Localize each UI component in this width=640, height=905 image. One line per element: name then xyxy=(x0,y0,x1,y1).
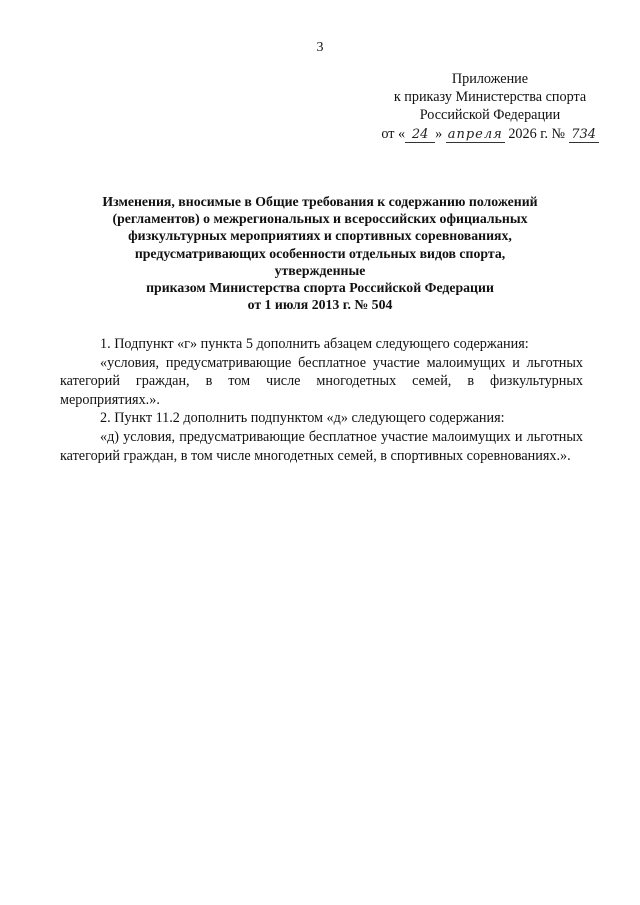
item-2-heading: 2. Пункт 11.2 дополнить подпунктом «д» следующего содержания: xyxy=(100,410,505,427)
title-line: приказом Министерства спорта Российской Федерации xyxy=(146,280,494,296)
date-prefix: от « xyxy=(381,125,406,142)
handwritten-number: 734 xyxy=(569,128,599,143)
title-line: предусматривающих особенности отдельных видов спорта, утвержденные xyxy=(134,245,506,278)
document-title xyxy=(95,193,545,313)
appendix-order-ref: к приказу Министерства спорта xyxy=(393,89,587,106)
item-2-text: «д) условия, предусматривающие бесплатное участие малоимущих и льготных категорий граждан, в том числе многодетных семей, в спортивных соревнованиях.». xyxy=(60,428,583,464)
title-line: Изменения, вносимые в Общие требования к содержанию положений xyxy=(102,194,538,209)
appendix-title: Приложение xyxy=(451,71,529,87)
item-1-text: «условия, предусматривающие бесплатное участие малоимущих и льготных категорий граждан, в том числе многодетных семей, в физкультурных мероприятиях.». xyxy=(60,354,583,408)
document-body xyxy=(60,335,583,465)
appendix-ministry: Российской Федерации xyxy=(419,107,561,124)
title-line: физкультурных мероприятиях и спортивных соревнованиях, xyxy=(128,228,512,244)
appendix-block xyxy=(360,70,620,143)
year-part: 2026 г. № xyxy=(508,125,566,142)
page-number: 3 xyxy=(316,40,324,55)
date-mid: » xyxy=(435,125,443,142)
title-line: (регламентов) о межрегиональных и всероссийских официальных xyxy=(112,211,528,227)
appendix-date-line xyxy=(360,125,620,143)
handwritten-day: 24 xyxy=(405,128,435,143)
title-line: от 1 июля 2013 г. № 504 xyxy=(247,297,393,313)
item-1-heading: 1. Подпункт «г» пункта 5 дополнить абзацем следующего содержания: xyxy=(100,336,529,352)
handwritten-month: апреля xyxy=(447,126,503,142)
